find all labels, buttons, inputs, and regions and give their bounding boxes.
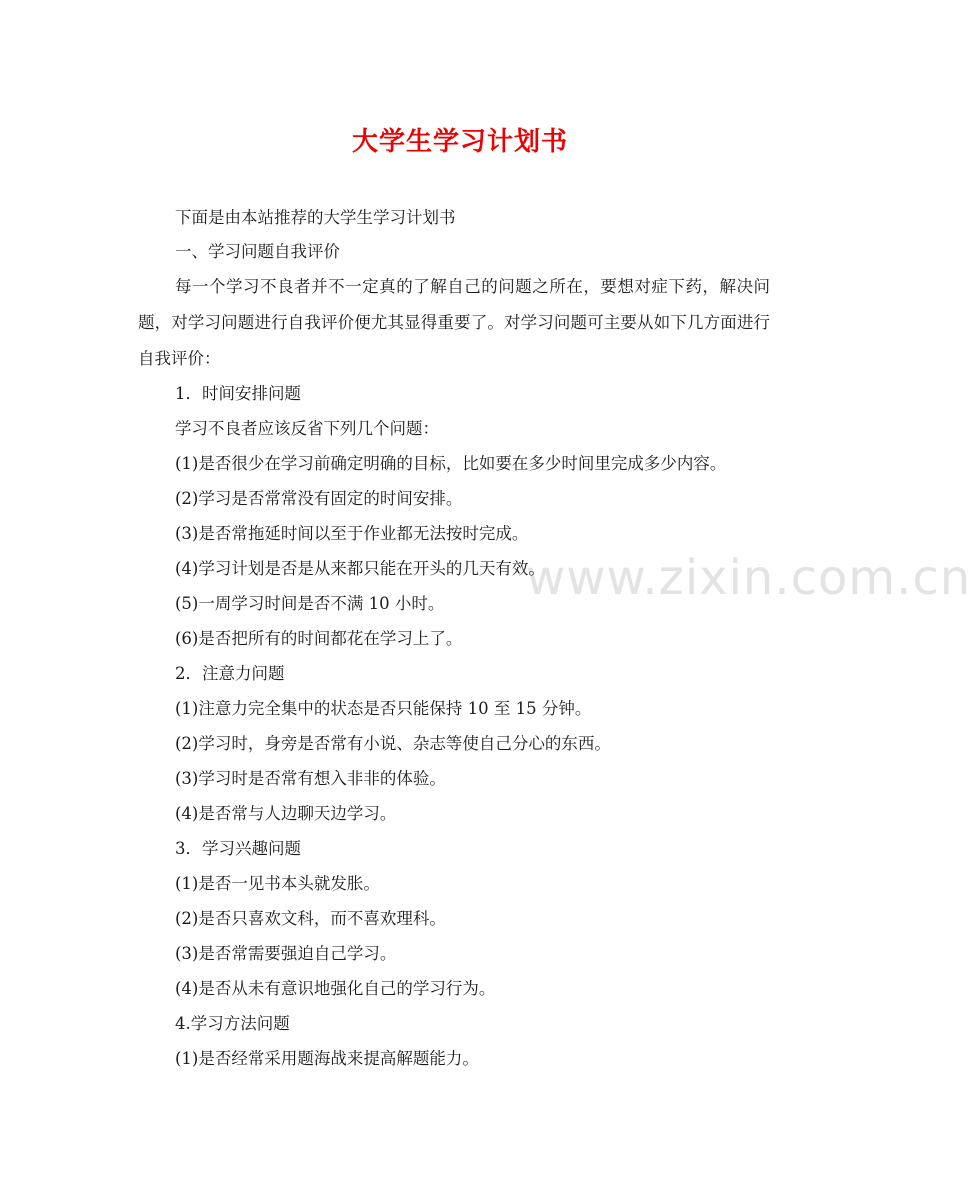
list-item: (1)是否一见书本头就发胀。 bbox=[175, 874, 380, 893]
list-item: (3)是否常需要强迫自己学习。 bbox=[175, 944, 397, 963]
list-item: (1)是否经常采用题海战来提高解题能力。 bbox=[175, 1049, 479, 1068]
list-item: (5)一周学习时间是否不满 10 小时。 bbox=[175, 594, 445, 613]
subsection-heading-time: 1．时间安排问题 bbox=[175, 384, 301, 403]
intro-line: 下面是由本站推荐的大学生学习计划书 bbox=[175, 208, 456, 227]
list-item: (1)注意力完全集中的状态是否只能保持 10 至 15 分钟。 bbox=[175, 699, 592, 718]
list-item: (4)学习计划是否是从来都只能在开头的几天有效。 bbox=[175, 559, 545, 578]
subsection-heading-attention: 2．注意力问题 bbox=[175, 664, 285, 683]
subsection-heading-interest: 3．学习兴趣问题 bbox=[175, 839, 301, 858]
list-item: (3)学习时是否常有想入非非的体验。 bbox=[175, 769, 446, 788]
body-paragraph: 每一个学习不良者并不一定真的了解自己的问题之所在，要想对症下药，解决问题，对学习问题进行自我评价便尤其显得重要了。对学习问题可主要从如下几方面进行自我评价： bbox=[138, 277, 770, 368]
list-item: (3)是否常拖延时间以至于作业都无法按时完成。 bbox=[175, 524, 529, 543]
list-item: (6)是否把所有的时间都花在学习上了。 bbox=[175, 629, 463, 648]
document-title: 大学生学习计划书 bbox=[351, 127, 568, 157]
list-item: (1)是否很少在学习前确定明确的目标，比如要在多少时间里完成多少内容。 bbox=[175, 454, 727, 473]
watermark: www.zixin.com.cn bbox=[526, 550, 971, 606]
list-item: (4)是否常与人边聊天边学习。 bbox=[175, 804, 397, 823]
section-heading: 一、学习问题自我评价 bbox=[175, 242, 340, 261]
list-item: (4)是否从未有意识地强化自己的学习行为。 bbox=[175, 979, 496, 998]
list-item: (2)是否只喜欢文科，而不喜欢理科。 bbox=[175, 909, 446, 928]
list-item: (2)学习时，身旁是否常有小说、杂志等使自己分心的东西。 bbox=[175, 734, 611, 753]
list-lead: 学习不良者应该反省下列几个问题： bbox=[175, 419, 439, 438]
list-item: (2)学习是否常常没有固定的时间安排。 bbox=[175, 489, 463, 508]
subsection-heading-method: 4.学习方法问题 bbox=[175, 1014, 290, 1033]
